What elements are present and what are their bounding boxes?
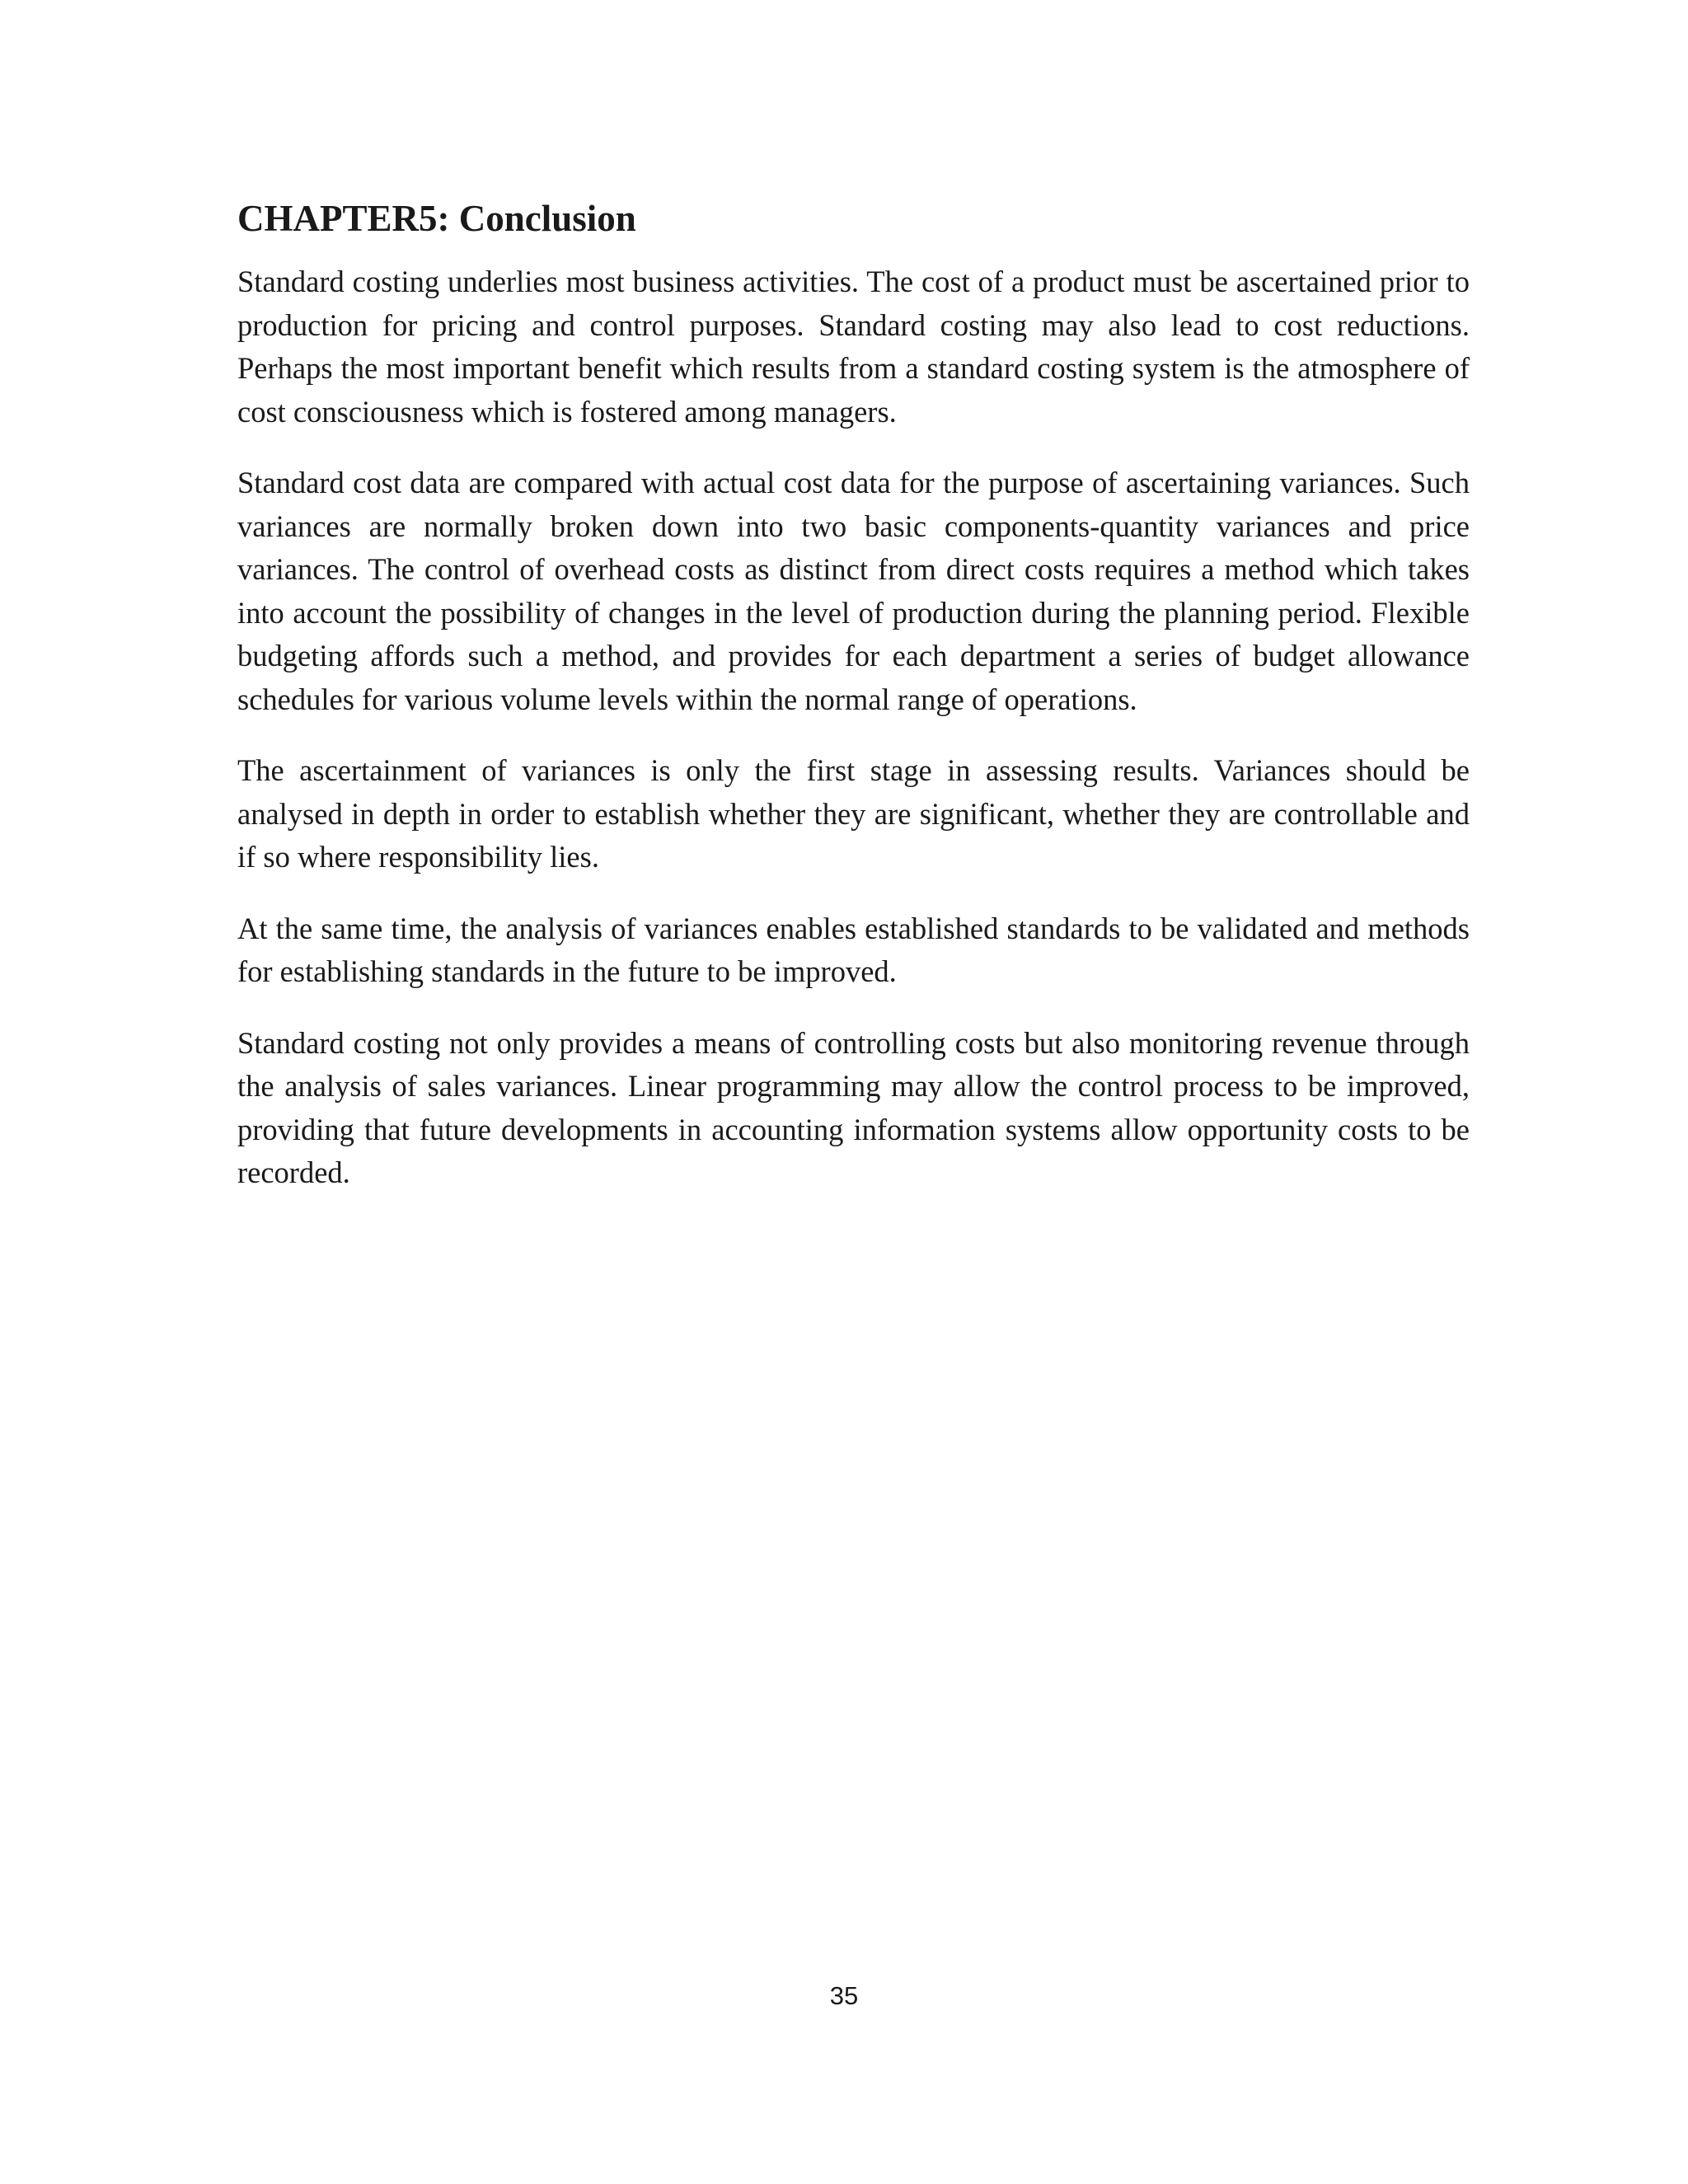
page-number: 35 bbox=[829, 1981, 859, 2010]
paragraph-variance-analysis: The ascertainment of variances is only the first stage in assessing results. Variances should be analysed in depth in order to establish whether they are significant, whether they are controllable and if so where responsibility lies. bbox=[237, 753, 1470, 874]
paragraph-revenue-and-linear-programming: Standard costing not only provides a means of controlling costs but also monitoring revenue through the analysis of sales variances. Linear programming may allow the control process to be improved, providing that future developments in accounting information systems allow opportunity costs to be recorded. bbox=[237, 1025, 1470, 1189]
chapter-heading: CHAPTER5: Conclusion bbox=[237, 198, 636, 239]
paragraph-variances-and-flexible-budgeting: Standard cost data are compared with actual cost data for the purpose of ascertaining variances. Such variances are normally broken down into two basic components-quantity variances and price variances. The control of overhead costs as distinct from direct costs requires a method which takes into account the possibility of changes in the level of production during the planning period. Flexible budgeting affords such a method, and provides for each department a series of budget allowance schedules for various volume levels within the normal range of operations. bbox=[237, 466, 1470, 716]
page-content bbox=[237, 194, 1470, 1223]
paragraph-standard-costing-overview: Standard costing underlies most business activities. The cost of a product must be ascertained prior to production for pricing and control purposes. Standard costing may also lead to cost reductions. Perhaps the most important benefit which results from a standard costing system is the atmosphere of cost consciousness which is fostered among managers. bbox=[237, 265, 1470, 429]
paragraph-standards-validation: At the same time, the analysis of variances enables established standards to be validated and methods for establishing standards in the future to be improved. bbox=[237, 911, 1470, 988]
